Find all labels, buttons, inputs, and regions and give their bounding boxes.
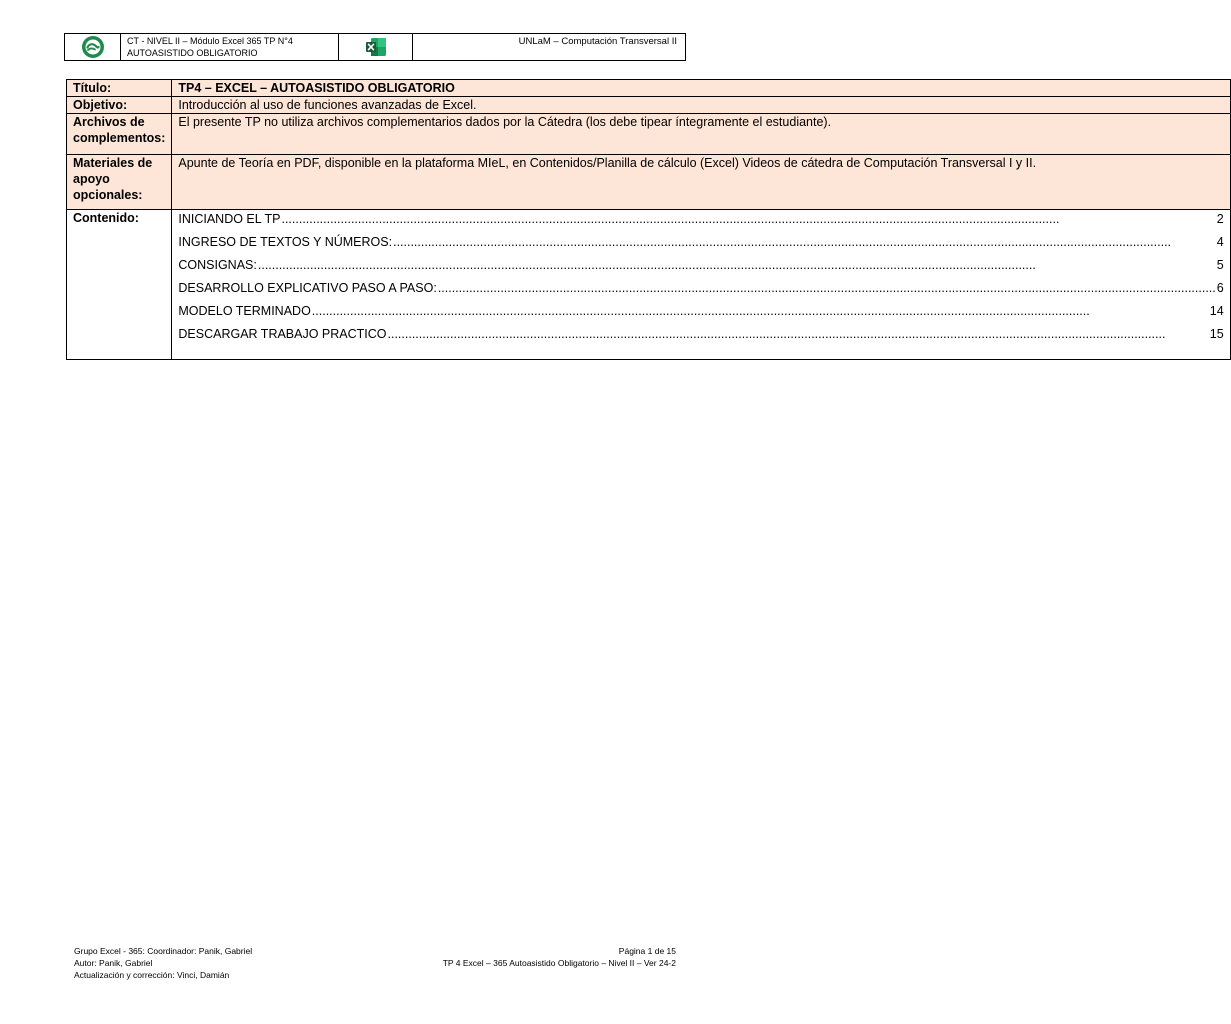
header-title-line1: CT - NIVEL II – Módulo Excel 365 TP N°4	[127, 36, 293, 46]
toc-entry[interactable]	[178, 257, 1223, 280]
toc-entry-page: 14	[1209, 304, 1224, 318]
footer-page-number: Página 1 de 15	[618, 946, 676, 956]
toc-entry-page: 5	[1216, 258, 1224, 272]
excel-icon	[365, 37, 387, 57]
toc-leader-dots	[438, 280, 1216, 296]
excel-cell	[339, 34, 413, 60]
archivos-value: El presente TP no utiliza archivos complementarios dados por la Cátedra (los debe tipear íntegramente el estudiante).	[172, 114, 1230, 155]
row-objetivo	[67, 97, 1231, 114]
toc-leader-dots	[312, 303, 1209, 319]
footer-left	[74, 945, 252, 981]
toc-entry-title: INGRESO DE TEXTOS Y NÚMEROS:	[178, 235, 393, 249]
footer-update: Actualización y corrección: Vinci, Damián	[74, 970, 230, 980]
unlam-logo-icon	[81, 35, 105, 59]
page-header	[64, 33, 686, 61]
toc-entry-page: 6	[1216, 281, 1224, 295]
materiales-label: Materiales de apoyo opcionales:	[67, 155, 172, 210]
objetivo-label: Objetivo:	[67, 97, 172, 114]
toc-entry[interactable]	[178, 211, 1223, 234]
toc-entry-title: MODELO TERMINADO	[178, 304, 311, 318]
contenido-label: Contenido:	[67, 210, 172, 360]
row-materiales	[67, 155, 1231, 210]
logo-cell	[65, 34, 121, 60]
objetivo-value: Introducción al uso de funciones avanzadas de Excel.	[172, 97, 1230, 114]
toc-leader-dots	[281, 211, 1215, 227]
row-archivos	[67, 114, 1231, 155]
toc-leader-dots	[393, 234, 1216, 250]
row-contenido	[67, 210, 1231, 360]
table-of-contents	[178, 211, 1223, 349]
toc-entry[interactable]	[178, 280, 1223, 303]
toc-leader-dots	[258, 257, 1216, 273]
contenido-value	[172, 210, 1230, 360]
toc-entry-page: 4	[1216, 235, 1224, 249]
toc-entry-title: CONSIGNAS:	[178, 258, 257, 272]
footer-author: Autor: Panik, Gabriel	[74, 958, 153, 968]
titulo-value: TP4 – EXCEL – AUTOASISTIDO OBLIGATORIO	[172, 80, 1230, 97]
toc-entry[interactable]	[178, 326, 1223, 349]
archivos-label: Archivos de complementos:	[67, 114, 172, 155]
footer-doc-title: TP 4 Excel – 365 Autoasistido Obligatorio – Nivel II – Ver 24-2	[442, 958, 676, 968]
materiales-value: Apunte de Teoría en PDF, disponible en la plataforma MIeL, en Contenidos/Planilla de cálculo (Excel) Videos de cátedra de Computación Transversal I y II.	[172, 155, 1230, 210]
toc-entry-page: 2	[1216, 212, 1224, 226]
footer-coordinator: Grupo Excel - 365: Coordinador: Panik, Gabriel	[74, 946, 253, 956]
titulo-label: Título:	[67, 80, 172, 97]
header-right-text: UNLaM – Computación Transversal II	[518, 36, 677, 47]
info-table	[66, 79, 1231, 360]
toc-entry-title: INICIANDO EL TP	[178, 212, 281, 226]
toc-entry[interactable]	[178, 234, 1223, 257]
toc-entry-title: DESARROLLO EXPLICATIVO PASO A PASO:	[178, 281, 437, 295]
row-titulo	[67, 80, 1231, 97]
toc-entry-page: 15	[1209, 327, 1224, 341]
footer-right	[443, 945, 676, 969]
toc-entry[interactable]	[178, 303, 1223, 326]
header-title-line2: AUTOASISTIDO OBLIGATORIO	[127, 48, 258, 58]
header-title	[121, 34, 339, 60]
toc-entry-title: DESCARGAR TRABAJO PRACTICO	[178, 327, 387, 341]
toc-leader-dots	[388, 326, 1209, 342]
